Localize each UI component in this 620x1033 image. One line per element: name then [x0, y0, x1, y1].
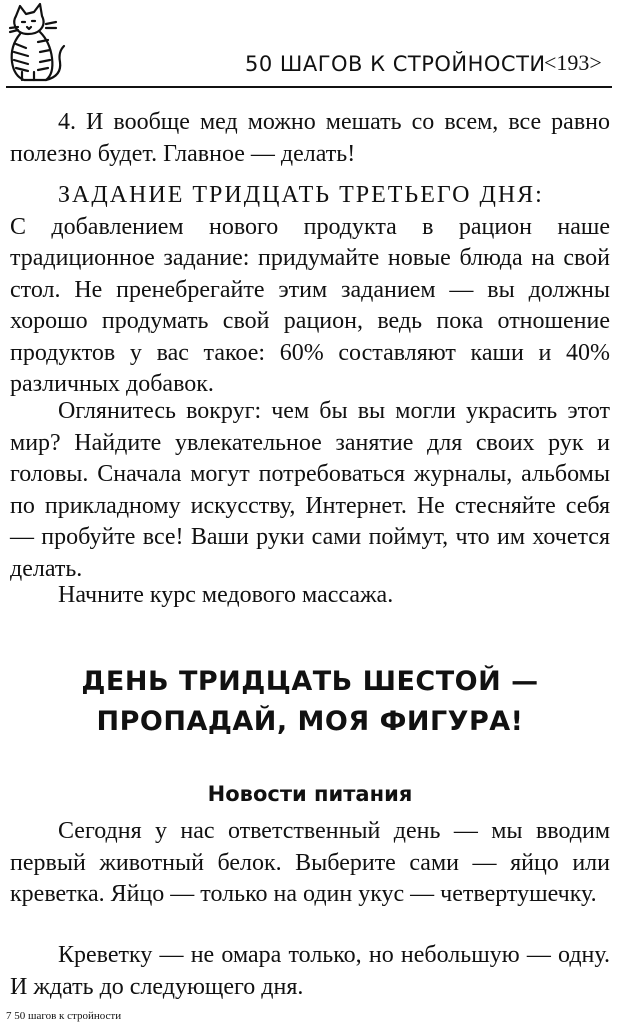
cat-logo-icon: [2, 2, 66, 86]
page-number: <193>: [544, 50, 602, 75]
page-footer: 7 50 шагов к стройности: [6, 1010, 122, 1022]
task-heading: ЗАДАНИЕ ТРИДЦАТЬ ТРЕТЬЕГО ДНЯ:: [58, 182, 544, 208]
header-divider: [6, 86, 612, 88]
running-head: 50 ШАГОВ К СТРОЙНОСТИ: [245, 52, 546, 76]
paragraph-hobby: Оглянитесь вокруг: чем бы вы могли украсить этот мир? Найдите увлекательное занятие для своих рук и головы. Сначала могут потребоваться журналы, альбомы по прикладному искусству, Интернет. Не стесняйте себя — пробуйте все! Ваши руки сами поймут, что им хочется делать.: [10, 398, 610, 582]
paragraph-honey-tip: 4. И вообще мед можно мешать со всем, все равно полезно будет. Главное — делать!: [10, 109, 610, 167]
paragraph-protein: Сегодня у нас ответственный день — мы вводим первый животный белок. Выберите сами — яйцо или креветка. Яйцо — только на один укус — четвертушечку.: [10, 818, 610, 907]
paragraph-massage: Начните курс медового массажа.: [58, 582, 394, 608]
chapter-title-line-1: ДЕНЬ ТРИДЦАТЬ ШЕСТОЙ —: [81, 666, 539, 697]
section-title: Новости питания: [207, 782, 413, 806]
paragraph-shrimp: Креветку — не омара только, но небольшую — одну. И ждать до следующего дня.: [10, 942, 610, 1000]
paragraph-task: [10, 180, 610, 401]
task-body: С добавлением нового продукта в рацион наше традиционное задание: придумайте новые блюда на свой стол. Не пренебрегайте этим заданием — вы должны хорошо продумать свой рацион, ведь пока отношение продуктов у вас такое: 60% составляют каши и 40% различных добавок.: [10, 213, 610, 397]
chapter-title: [0, 662, 620, 742]
chapter-title-line-2: ПРОПАДАЙ, МОЯ ФИГУРА!: [96, 706, 524, 737]
